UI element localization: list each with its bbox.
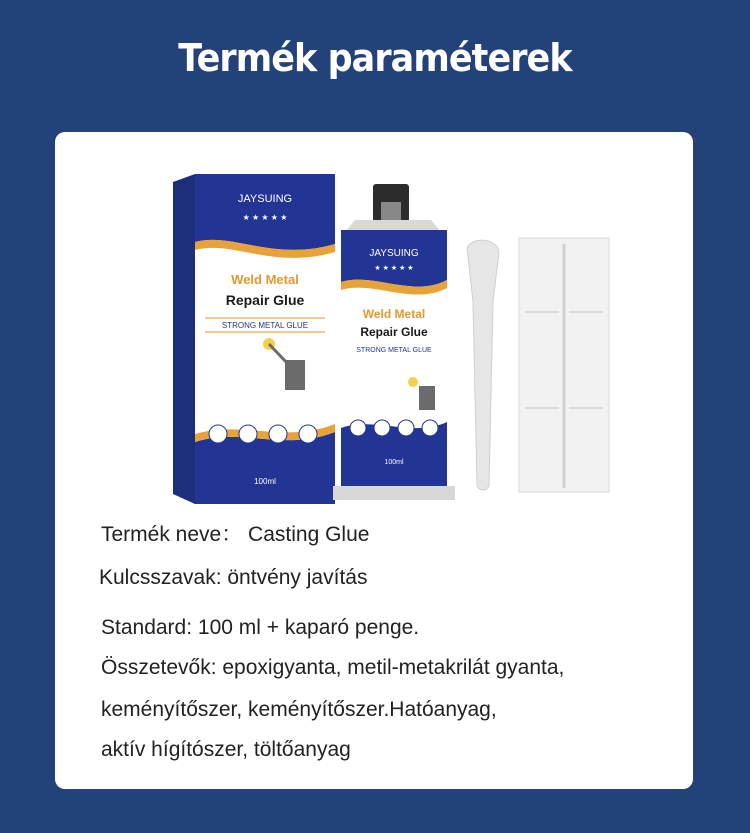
box-name-line2: Repair Glue [225, 292, 305, 308]
product-card [55, 132, 693, 789]
spec-ingredients-line2: keményítőszer, keményítőszer.Hatóanyag, [101, 698, 497, 721]
box-tagline: STRONG METAL GLUE [221, 321, 309, 330]
syringe-volume: 100ml [384, 459, 404, 466]
syringe-brand: JAYSUING [369, 248, 419, 259]
box-brand: JAYSUING [237, 193, 293, 205]
spec-ingredients-line3: aktív hígítószer, töltőanyag [101, 738, 351, 761]
syringe-stars: ★ ★ ★ ★ ★ [374, 265, 414, 272]
syringe-name-line2: Repair Glue [360, 325, 428, 339]
box-name-line1: Weld Metal [231, 272, 299, 287]
spec-keywords: Kulcsszavak: öntvény javítás [99, 566, 368, 589]
product-image [173, 172, 633, 512]
spatula [467, 240, 499, 490]
page-title: Termék paraméterek [178, 36, 572, 80]
spec-ingredients-line1: Összetevők: epoxigyanta, metil-metakrilát gyanta, [101, 656, 565, 679]
spec-standard: Standard: 100 ml + kaparó penge. [101, 616, 420, 639]
spec-product-name: Termék neve： Casting Glue [101, 523, 370, 546]
syringe-name-line1: Weld Metal [362, 307, 426, 321]
box-volume: 100ml [254, 477, 276, 486]
syringe-tagline: STRONG METAL GLUE [356, 347, 432, 354]
box-stars: ★ ★ ★ ★ ★ [242, 213, 288, 222]
